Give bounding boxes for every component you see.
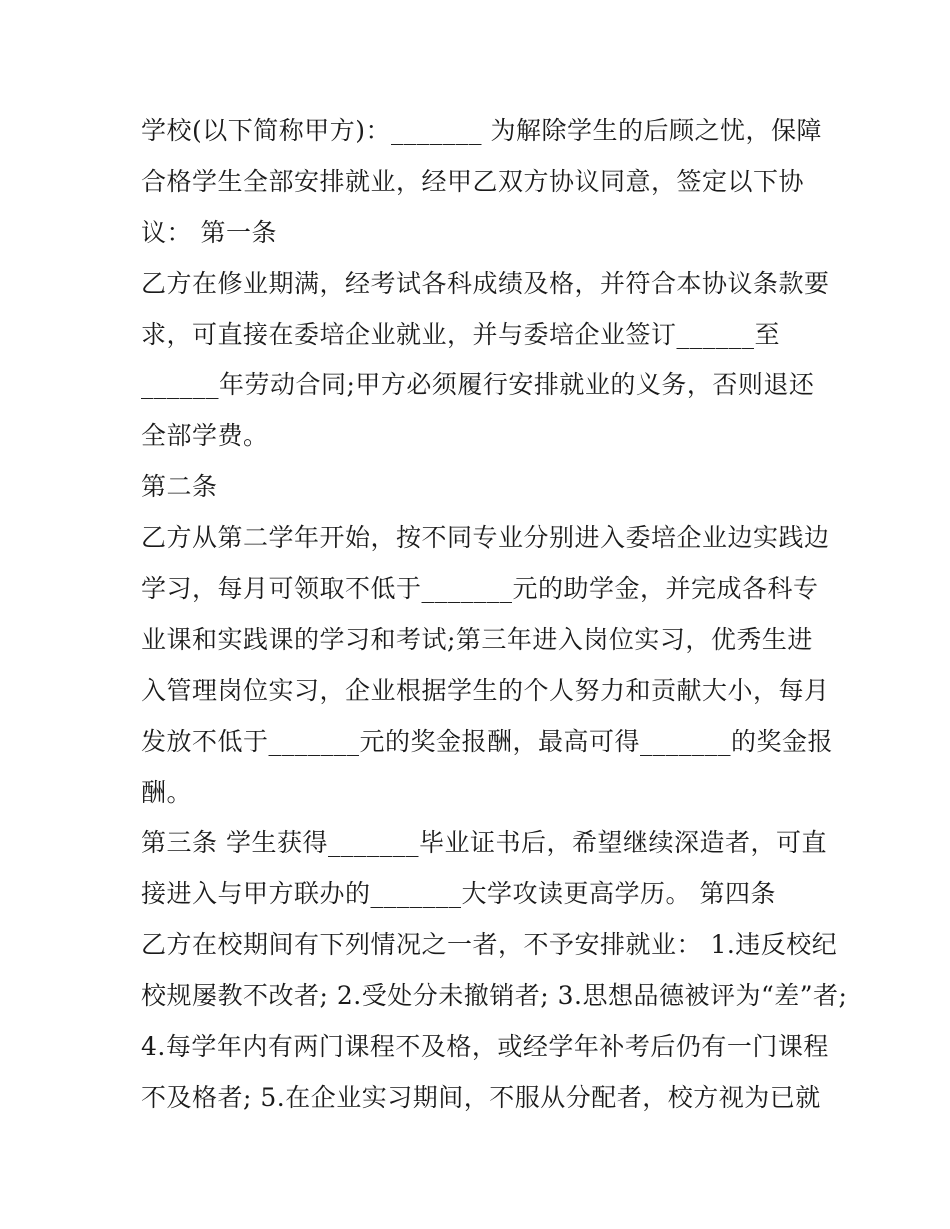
text-line: 合格学生全部安排就业，经甲乙双方协议同意，签定以下协 (141, 166, 805, 196)
text-line: 校规屡教不改者; 2.受处分未撤销者; 3.思想品德被评为“差”者; (141, 981, 848, 1011)
text-line: 学校(以下简称甲方)：_______ 为解除学生的后顾之忧，保障 (141, 116, 822, 145)
text-line: 乙方在校期间有下列情况之一者，不予安排就业： 1.违反校纪 (141, 930, 838, 960)
text-line: 发放不低于_______元的奖金报酬，最高可得_______的奖金报 (141, 726, 834, 756)
text-line: 全部学费。 (141, 421, 269, 451)
text-line: 4.每学年内有两门课程不及格，或经学年补考后仍有一门课程 (141, 1032, 829, 1062)
text-line: 入管理岗位实习，企业根据学生的个人努力和贡献大小，每月 (141, 675, 830, 705)
text-line: 接进入与甲方联办的_______大学攻读更高学历。 第四条 (141, 879, 776, 909)
text-line: 乙方在修业期满，经考试各科成绩及格，并符合本协议条款要 (141, 268, 830, 298)
text-line: 议： 第一条 (141, 217, 277, 247)
text-line: 乙方从第二学年开始，按不同专业分别进入委培企业边实践边 (141, 523, 830, 553)
text-line: ______年劳动合同;甲方必须履行安排就业的义务，否则退还 (141, 370, 815, 400)
text-line: 第三条 学生获得_______毕业证书后，希望继续深造者，可直 (141, 828, 827, 858)
text-line: 酬。 (141, 777, 193, 807)
text-line: 业课和实践课的学习和考试;第三年进入岗位实习，优秀生进 (141, 624, 813, 654)
text-line: 第二条 (141, 472, 218, 502)
text-line: 求，可直接在委培企业就业，并与委培企业签订______至 (141, 319, 781, 349)
agreement-body (141, 106, 848, 1124)
text-line: 学习，每月可领取不低于_______元的助学金，并完成各科专 (141, 574, 819, 604)
text-line: 不及格者; 5.在企业实习期间，不服从分配者，校方视为已就 (141, 1082, 821, 1112)
